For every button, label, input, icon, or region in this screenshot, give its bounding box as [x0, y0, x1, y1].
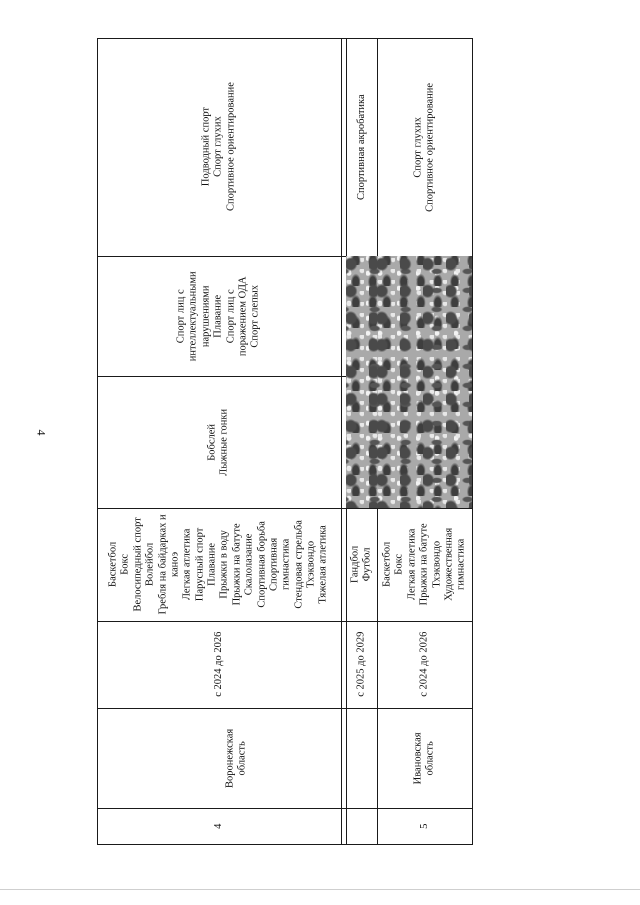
- row-4-region-cell: [97, 708, 377, 808]
- sports-list: Баскетбол Бокс Легкая атлетика Прыжки на батуте Тхэквондо Художественная гимнастика: [381, 523, 467, 606]
- sports-table: [97, 38, 473, 845]
- row-5-region-cell: [377, 708, 472, 808]
- redacted-area: [346, 256, 377, 508]
- winter-sports-list: Бобслей Лыжные гонки: [206, 408, 230, 476]
- other-sports-list: Спортивная акробатика: [355, 94, 367, 200]
- row-number: 5: [418, 823, 430, 829]
- adaptive-sports-list: Спорт лиц с интеллектуальными нарушениями Плавание Спорт лиц с поражением ОДА Спорт слепых: [175, 271, 261, 361]
- row-4-period-cell: [97, 621, 341, 708]
- row-4-winter-sports-cell: [97, 376, 341, 508]
- row-4b-period-cell: [346, 621, 377, 708]
- scan-edge: [0, 889, 640, 890]
- row-5-period-cell: [377, 621, 472, 708]
- row-4-number-cell: [97, 808, 341, 844]
- sports-list: Баскетбол Бокс Велосипедный спорт Волейбол Гребля на байдарках и каноэ Легкая атлетика Парусный спорт Плавание Прыжки в воду Прыжки на батуте Скалолазание Спортивная борьба Спортивная гимнастика Стендовая стрельба Тхэквондо Тяжелая атлетика: [107, 514, 329, 615]
- redacted-area: [377, 256, 472, 508]
- period: с 2024 до 2026: [212, 631, 224, 698]
- row-4b-other-sports-cell: [346, 38, 377, 256]
- other-sports-list: Подводный спорт Спорт глухих Спортивное ориентирование: [200, 82, 237, 212]
- row-5-sports-cell: [377, 508, 472, 621]
- region-name: Ивановская область: [412, 732, 436, 784]
- row-4-adaptive-sports-cell: [97, 256, 341, 376]
- other-sports-list: Спорт глухих Спортивное ориентирование: [412, 82, 436, 212]
- row-4-other-sports-cell: [97, 38, 341, 256]
- row-4b-sports-cell: [346, 508, 377, 621]
- period: с 2025 до 2029: [355, 631, 367, 698]
- row-5-other-sports-cell: [377, 38, 472, 256]
- sports-list: Гандбол Футбол: [349, 545, 373, 584]
- row-5-number-cell: [377, 808, 472, 844]
- region-name: Воронежская область: [224, 728, 248, 788]
- page-number: 4: [34, 429, 49, 436]
- period: с 2024 до 2026: [418, 631, 430, 698]
- row-number: 4: [212, 823, 224, 829]
- row-4-sports-cell: [97, 508, 341, 621]
